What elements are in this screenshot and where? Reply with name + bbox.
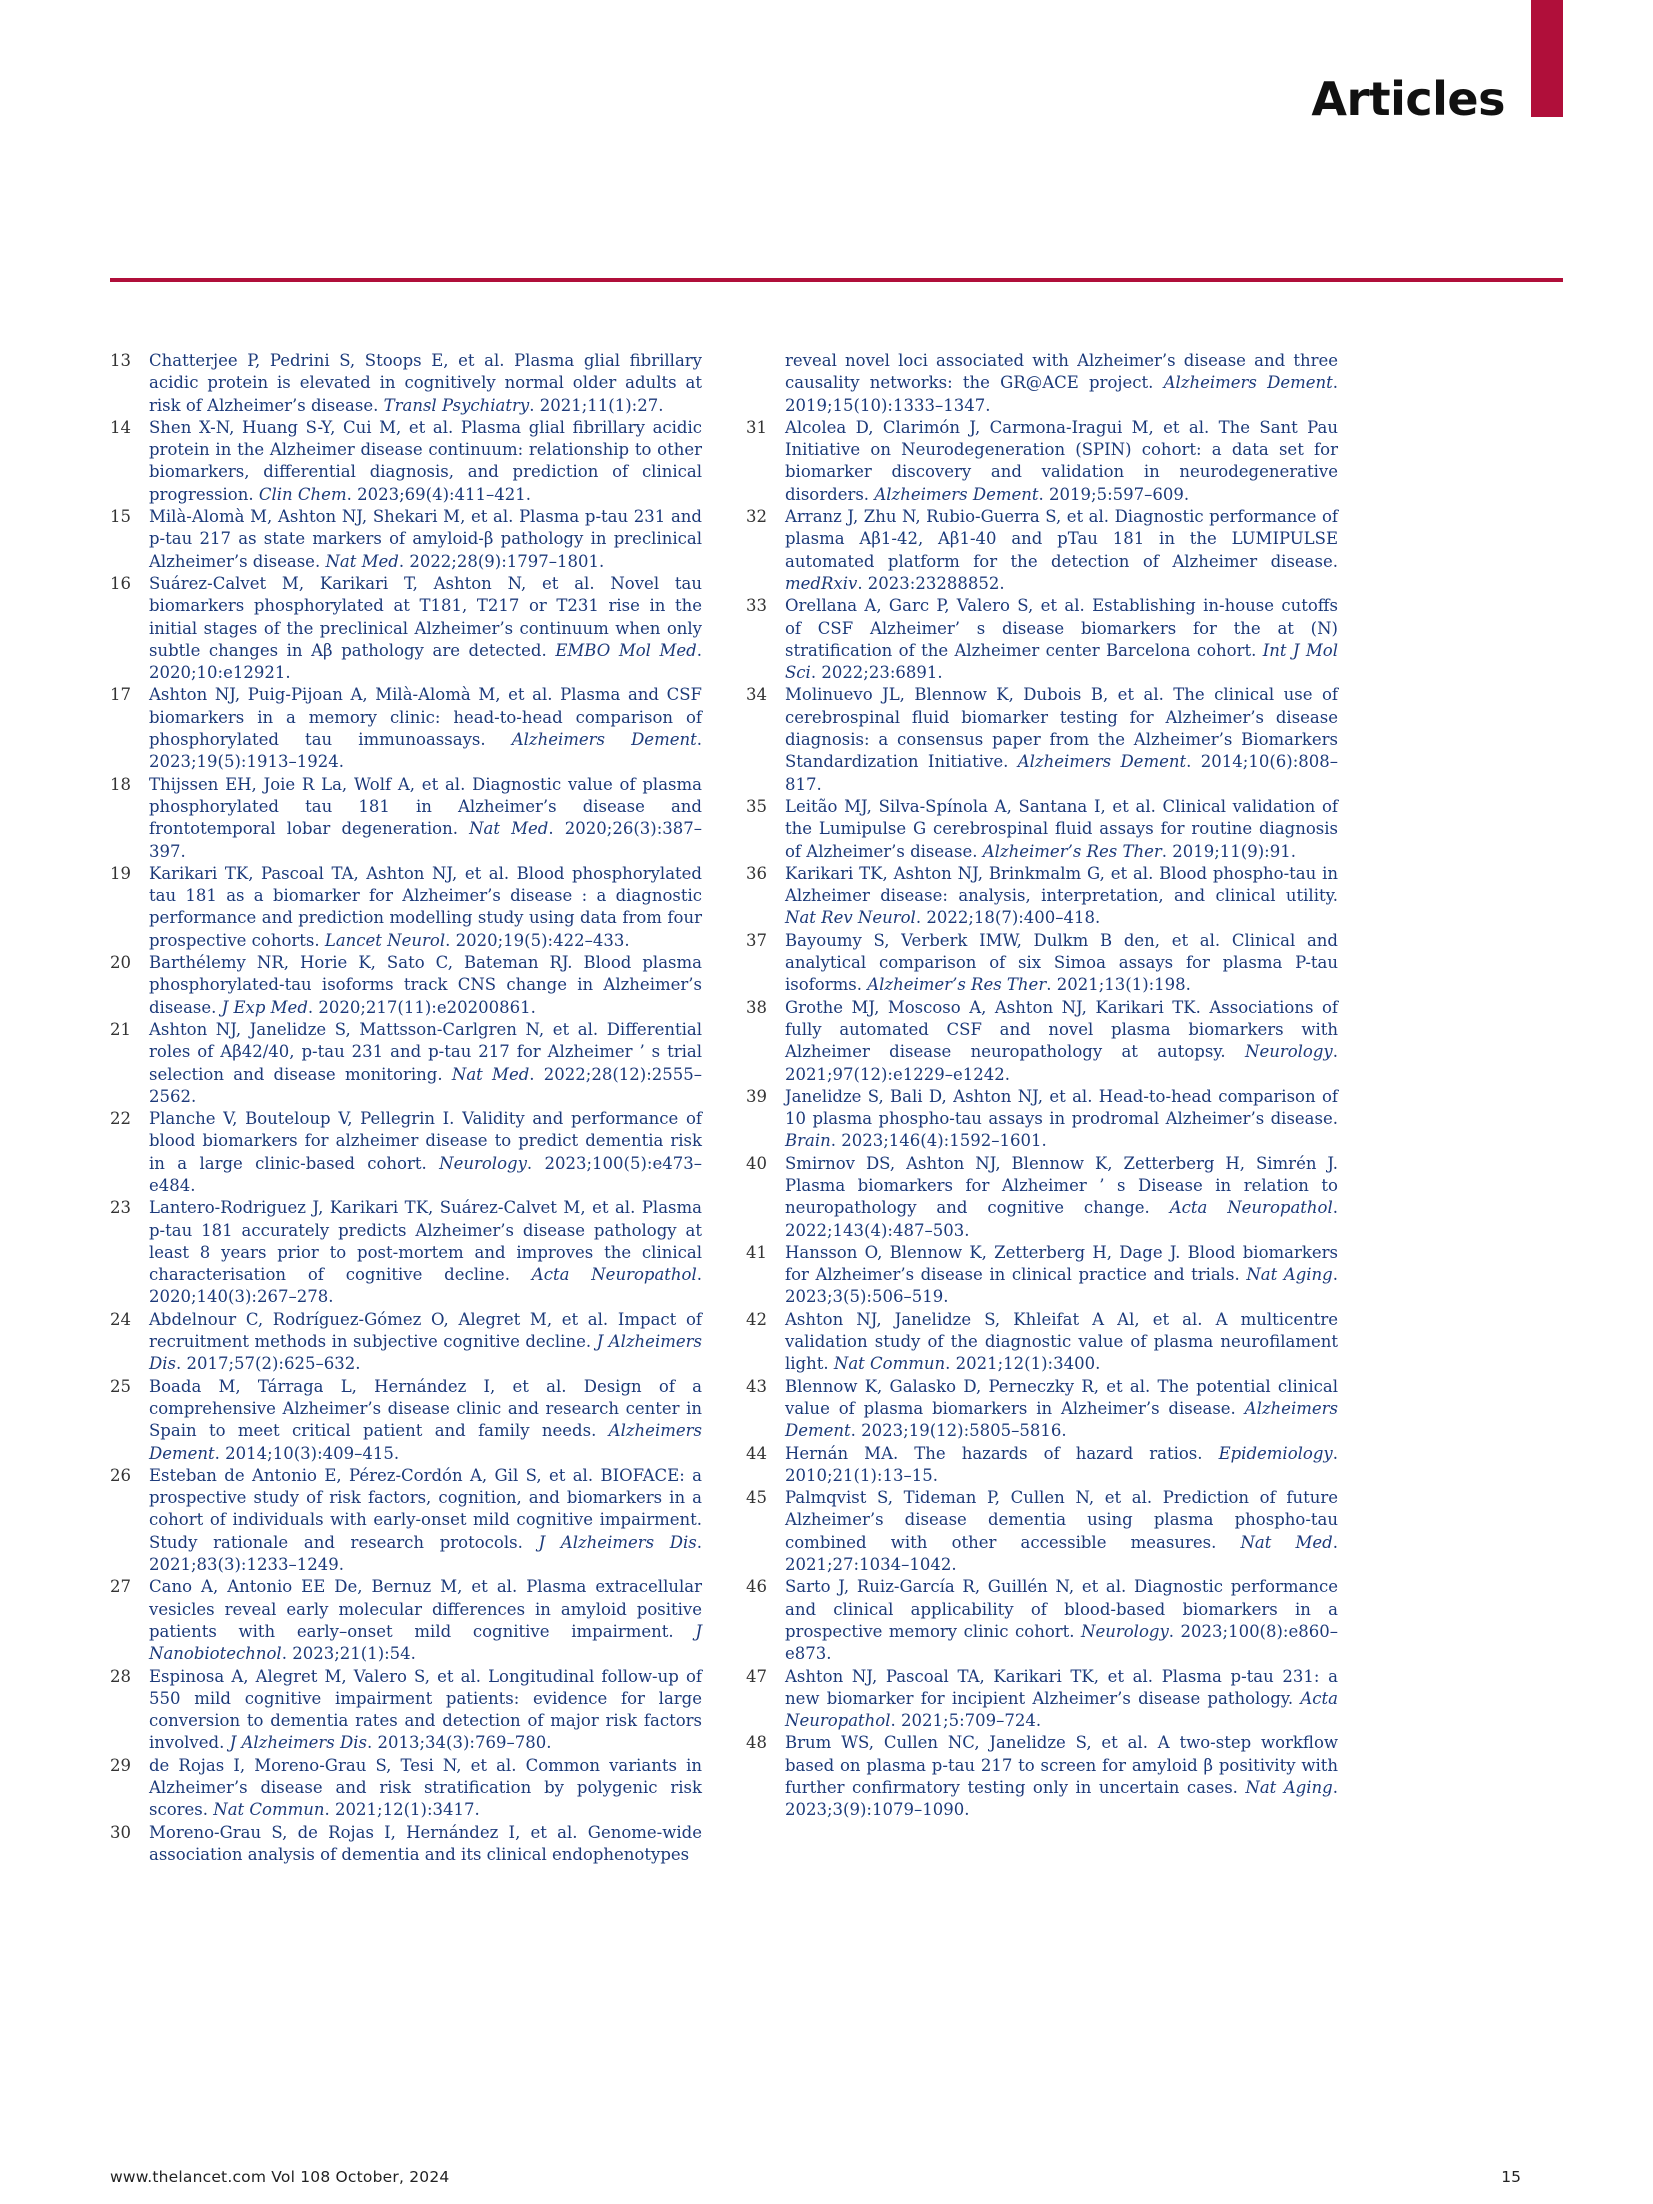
reference-item (746, 1153, 1338, 1242)
reference-number: 36 (746, 863, 767, 883)
reference-item (110, 1822, 702, 1867)
reference-citation: . 2023;100(8):e860–e873. (785, 1621, 1339, 1664)
reference-text: Molinuevo JL, Blennow K, Dubois B, et al. The clinical use of cerebrospinal fluid biomarker testing for Alzheimer’s disease diagnosis: a consensus paper from the Alzheimer’s Biomarkers Standardization Initiative. (785, 685, 1338, 772)
reference-journal: Transl Psychiatry (383, 395, 530, 415)
reference-number: 30 (110, 1822, 131, 1842)
reference-text: Planche V, Bouteloup V, Pellegrin I. Validity and performance of blood biomarkers for alzheimer disease to predict dementia risk in a large clinic-based cohort. (149, 1109, 702, 1173)
reference-text: Chatterjee P, Pedrini S, Stoops E, et al. Plasma glial fibrillary acidic protein is elevated in cognitively normal older adults at risk of Alzheimer’s disease. (149, 351, 702, 415)
reference-number: 16 (110, 573, 131, 593)
reference-body (149, 1465, 702, 1576)
reference-citation: . 2019;15(10):1333–1347. (785, 373, 1339, 415)
reference-journal: Brain (785, 1131, 831, 1151)
reference-citation: . 2020;26(3):387–397. (149, 819, 702, 861)
reference-body (785, 1242, 1338, 1309)
reference-journal: Acta Neuropathol (1169, 1198, 1333, 1218)
reference-body (149, 350, 702, 417)
reference-body (149, 952, 702, 1019)
reference-item (110, 573, 702, 684)
reference-number: 38 (746, 997, 767, 1017)
reference-text: Palmqvist S, Tideman P, Cullen N, et al. Prediction of future Alzheimer’s disease dementia using plasma phospho-tau combined with other accessible measures. (785, 1488, 1338, 1552)
reference-number: 43 (746, 1376, 767, 1396)
reference-number: 22 (110, 1109, 131, 1129)
header-rule (110, 278, 1563, 282)
reference-item (746, 350, 1338, 417)
reference-item (746, 595, 1338, 684)
reference-body (785, 595, 1338, 684)
reference-number: 28 (110, 1666, 131, 1686)
reference-citation: . 2017;57(2):625–632. (175, 1354, 361, 1374)
footer-journal-info: www.thelancet.com Vol 108 October, 2024 (110, 2168, 450, 2186)
reference-text: Sarto J, Ruiz-García R, Guillén N, et al. Diagnostic performance and clinical applicability of blood-based biomarkers in a prospective memory clinic cohort. (785, 1577, 1338, 1641)
reference-number: 29 (110, 1755, 131, 1775)
reference-text: Barthélemy NR, Horie K, Sato C, Bateman RJ. Blood plasma phosphorylated-tau isoforms track CNS change in Alzheimer’s disease. (149, 953, 702, 1017)
reference-body (785, 930, 1338, 997)
reference-body (149, 1666, 702, 1755)
reference-journal: Int J Mol Sci (785, 640, 1338, 683)
reference-body (785, 1666, 1338, 1733)
reference-journal: Lancet Neurol (324, 930, 446, 950)
reference-journal: J Alzheimers Dis (229, 1733, 367, 1753)
reference-item (110, 1019, 702, 1108)
reference-item (746, 1487, 1338, 1576)
reference-text: Cano A, Antonio EE De, Bernuz M, et al. Plasma extracellular vesicles reveal early molecular differences in amyloid positive patients with early–onset mild cognitive impairment. (149, 1577, 702, 1641)
reference-body (785, 796, 1338, 863)
reference-number: 31 (746, 417, 767, 437)
reference-journal: EMBO Mol Med (555, 640, 697, 660)
reference-journal: Nat Commun (213, 1800, 325, 1820)
reference-body (785, 1153, 1338, 1242)
reference-body (785, 1376, 1338, 1443)
reference-citation: . 2021;5:709–724. (890, 1711, 1042, 1731)
reference-journal: medRxiv (785, 573, 858, 593)
reference-text: Thijssen EH, Joie R La, Wolf A, et al. Diagnostic value of plasma phosphorylated tau 181 in Alzheimer’s disease and frontotemporal lobar degeneration. (149, 774, 702, 839)
reference-number: 27 (110, 1577, 131, 1597)
references-left-column (110, 350, 702, 1866)
reference-item (110, 1576, 702, 1665)
reference-item (746, 997, 1338, 1086)
reference-number: 41 (746, 1242, 767, 1262)
reference-item (746, 1576, 1338, 1665)
reference-journal: Alzheimer’s Res Ther (982, 841, 1162, 861)
reference-text: Ashton NJ, Janelidze S, Mattsson-Carlgren N, et al. Differential roles of Aβ42/40, p-tau 231 and p-tau 217 for Alzheimer ’ s trial selection and disease monitoring. (149, 1019, 702, 1084)
reference-body (785, 506, 1338, 595)
reference-item (746, 1242, 1338, 1309)
reference-body (785, 863, 1338, 930)
reference-journal: Alzheimers Dement (1163, 373, 1333, 393)
reference-number: 46 (746, 1577, 767, 1597)
reference-journal: Nat Med (451, 1064, 530, 1084)
reference-journal: Nat Aging (1246, 1265, 1333, 1285)
reference-number: 21 (110, 1019, 131, 1039)
reference-number: 14 (110, 417, 131, 437)
reference-text: Ashton NJ, Janelidze S, Khleifat A Al, et al. A multicentre validation study of the diagnostic value of plasma neurofilament light. (785, 1309, 1338, 1374)
reference-body (149, 1309, 702, 1376)
reference-citation: . 2023:23288852. (857, 573, 1005, 593)
page-number: 15 (1501, 2168, 1521, 2186)
reference-number: 37 (746, 930, 767, 950)
reference-text: Janelidze S, Bali D, Ashton NJ, et al. Head-to-head comparison of 10 plasma phospho-tau assays in prodromal Alzheimer’s disease. (785, 1086, 1338, 1129)
reference-citation: . 2022;28(9):1797–1801. (398, 551, 605, 571)
reference-citation: . 2014;10(6):808–817. (785, 752, 1338, 794)
reference-body (149, 1108, 702, 1197)
reference-body (149, 1576, 702, 1665)
reference-item (110, 1376, 702, 1465)
reference-number: 44 (746, 1443, 767, 1463)
section-color-tab (1531, 0, 1563, 117)
reference-text: Alcolea D, Clarimón J, Carmona-Iragui M, et al. The Sant Pau Initiative on Neurodegeneration (SPIN) cohort: a data set for biomarker discovery and validation in neurodegenerative disorders. (785, 417, 1338, 504)
reference-citation: . 2021;97(12):e1229–e1242. (785, 1042, 1338, 1084)
reference-number: 34 (746, 685, 767, 705)
reference-number: 19 (110, 863, 131, 883)
reference-journal: J Alzheimers Dis (149, 1332, 702, 1374)
reference-journal: Nat Med (1240, 1532, 1333, 1552)
reference-body (149, 506, 702, 573)
reference-item (746, 417, 1338, 506)
reference-citation: . 2021;13(1):198. (1046, 975, 1191, 995)
reference-text: Abdelnour C, Rodríguez-Gómez O, Alegret M, et al. Impact of recruitment methods in subjective cognitive decline. (149, 1309, 702, 1352)
reference-item (746, 1086, 1338, 1153)
reference-citation: . 2021;12(1):3417. (324, 1800, 480, 1820)
reference-item (110, 350, 702, 417)
reference-citation: . 2021;12(1):3400. (945, 1354, 1101, 1374)
reference-text: Ashton NJ, Pascoal TA, Karikari TK, et al. Plasma p-tau 231: a new biomarker for incipient Alzheimer’s disease pathology. (785, 1666, 1338, 1708)
reference-citation: . 2022;18(7):400–418. (915, 908, 1101, 928)
reference-journal: Neurology (439, 1153, 527, 1173)
references-right-column (746, 350, 1338, 1822)
reference-text: Smirnov DS, Ashton NJ, Blennow K, Zetterberg H, Simrén J. Plasma biomarkers for Alzheimer ’ s Disease in relation to neuropathology and cognitive change. (785, 1153, 1338, 1218)
reference-body (785, 1732, 1338, 1821)
reference-text: Bayoumy S, Verberk IMW, Dulkm B den, et al. Clinical and analytical comparison of six Simoa assays for plasma P-tau isoforms. (785, 930, 1338, 995)
reference-number: 23 (110, 1198, 131, 1218)
reference-item (110, 1309, 702, 1376)
reference-journal: Alzheimers Dement (874, 484, 1039, 504)
reference-journal: Epidemiology (1218, 1443, 1333, 1463)
reference-body (785, 417, 1338, 506)
reference-number: 39 (746, 1086, 767, 1106)
reference-journal: Nat Rev Neurol (785, 908, 916, 928)
reference-journal: Acta Neuropathol (785, 1688, 1338, 1731)
reference-text: reveal novel loci associated with Alzheimer’s disease and three causality networks: the GR@ACE project. (785, 351, 1338, 393)
reference-text: Moreno-Grau S, de Rojas I, Hernández I, et al. Genome-wide association analysis of dementia and its clinical endophenotypes (149, 1822, 702, 1864)
reference-text: Karikari TK, Ashton NJ, Brinkmalm G, et al. Blood phospho-tau in Alzheimer disease: analysis, interpretation, and clinical utility. (785, 863, 1338, 906)
reference-citation: . 2022;143(4):487–503. (785, 1198, 1338, 1240)
reference-item (110, 1108, 702, 1197)
reference-item (110, 1666, 702, 1755)
reference-number: 45 (746, 1488, 767, 1508)
reference-journal: Acta Neuropathol (531, 1265, 697, 1285)
reference-number: 42 (746, 1309, 767, 1329)
reference-body (149, 1376, 702, 1465)
reference-number: 25 (110, 1376, 131, 1396)
reference-body (149, 1822, 702, 1867)
reference-citation: . 2019;5:597–609. (1038, 484, 1190, 504)
reference-item (110, 417, 702, 506)
reference-journal: Alzheimers Dement (1017, 752, 1187, 772)
reference-journal: Nat Commun (833, 1354, 946, 1374)
reference-item (746, 1443, 1338, 1488)
reference-citation: . 2014;10(3):409–415. (214, 1443, 400, 1463)
reference-citation: . 2023;100(5):e473–e484. (149, 1153, 702, 1195)
reference-number: 24 (110, 1309, 131, 1329)
reference-text: Suárez-Calvet M, Karikari T, Ashton N, et al. Novel tau biomarkers phosphorylated at T181, T217 or T231 rise in the initial stages of the preclinical Alzheimer’s continuum when only subtle changes in Aβ pathology are detected. (149, 573, 702, 660)
reference-body (785, 997, 1338, 1086)
reference-item (110, 506, 702, 573)
reference-journal: Alzheimers Dement (511, 730, 697, 750)
reference-item (110, 1465, 702, 1576)
reference-body (149, 684, 702, 773)
reference-text: Lantero-Rodriguez J, Karikari TK, Suárez-Calvet M, et al. Plasma p-tau 181 accurately predicts Alzheimer’s disease pathology at least 8 years prior to post-mortem and improves the clinical characterisation of cognitive decline. (149, 1198, 702, 1285)
reference-journal: Neurology (1081, 1621, 1169, 1641)
reference-citation: . 2023;69(4):411–421. (346, 484, 532, 504)
reference-number: 13 (110, 351, 131, 370)
reference-item (746, 684, 1338, 795)
reference-text: de Rojas I, Moreno-Grau S, Tesi N, et al. Common variants in Alzheimer’s disease and risk stratification by polygenic risk scores. (149, 1755, 702, 1820)
reference-citation: . 2021;83(3):1233–1249. (149, 1532, 703, 1575)
reference-number: 20 (110, 953, 131, 973)
reference-text: Hansson O, Blennow K, Zetterberg H, Dage J. Blood biomarkers for Alzheimer’s disease in clinical practice and trials. (785, 1242, 1338, 1285)
reference-number: 17 (110, 685, 131, 705)
reference-item (746, 506, 1338, 595)
reference-body (149, 417, 702, 506)
reference-text: Leitão MJ, Silva-Spínola A, Santana I, et al. Clinical validation of the Lumipulse G cerebrospinal fluid assays for routine diagnosis of Alzheimer’s disease. (785, 796, 1338, 861)
reference-item (746, 1309, 1338, 1376)
reference-journal: J Nanobiotechnol (149, 1621, 702, 1664)
reference-number: 40 (746, 1153, 767, 1173)
reference-text: Boada M, Tárraga L, Hernández I, et al. Design of a comprehensive Alzheimer’s disease clinic and research center in Spain to meet critical patient and family needs. (149, 1376, 702, 1441)
reference-number: 33 (746, 596, 767, 616)
reference-number: 48 (746, 1733, 767, 1753)
reference-item (746, 796, 1338, 863)
reference-body (785, 684, 1338, 795)
reference-journal: J Exp Med (221, 997, 308, 1017)
reference-body (149, 774, 702, 863)
reference-text: Arranz J, Zhu N, Rubio-Guerra S, et al. Diagnostic performance of plasma Aβ1-42, Aβ1-40 and pTau 181 in the LUMIPULSE automated platform for the detection of Alzheimer disease. (785, 507, 1338, 571)
reference-number: 32 (746, 507, 767, 527)
reference-body (149, 1755, 702, 1822)
reference-body (785, 1443, 1338, 1488)
reference-citation: . 2020;140(3):267–278. (149, 1265, 703, 1307)
reference-journal: Nat Med (325, 551, 399, 571)
reference-item (746, 930, 1338, 997)
reference-item (110, 1197, 702, 1308)
reference-text: Karikari TK, Pascoal TA, Ashton NJ, et al. Blood phosphorylated tau 181 as a biomarker for Alzheimer’s disease : a diagnostic performance and prediction modelling study using data from four prospective cohorts. (149, 863, 702, 950)
reference-citation: . 2023;146(4):1592–1601. (830, 1131, 1047, 1151)
reference-item (110, 863, 702, 952)
reference-body (785, 350, 1338, 417)
reference-number: 18 (110, 774, 131, 794)
reference-body (785, 1576, 1338, 1665)
reference-citation: . 2021;27:1034–1042. (785, 1532, 1338, 1575)
reference-item (746, 1376, 1338, 1443)
reference-journal: Neurology (1245, 1042, 1333, 1062)
reference-body (149, 573, 702, 684)
reference-citation: . 2023;21(1):54. (281, 1644, 416, 1664)
reference-journal: Clin Chem (258, 484, 347, 504)
reference-citation: . 2023;3(5):506–519. (785, 1265, 1338, 1307)
reference-journal: Alzheimer’s Res Ther (867, 975, 1047, 995)
section-label: Articles (1311, 72, 1505, 126)
reference-citation: . 2023;3(9):1079–1090. (785, 1778, 1338, 1820)
reference-citation: . 2022;28(12):2555–2562. (149, 1064, 703, 1106)
reference-citation: . 2022;23:6891. (810, 663, 943, 683)
reference-item (746, 1732, 1338, 1821)
reference-citation: . 2020;19(5):422–433. (445, 930, 630, 950)
reference-citation: . 2013;34(3):769–780. (366, 1733, 552, 1753)
reference-citation: . 2019;11(9):91. (1161, 841, 1296, 861)
reference-body (149, 863, 702, 952)
reference-journal: Nat Med (469, 819, 549, 839)
reference-text: Blennow K, Galasko D, Perneczky R, et al. The potential clinical value of plasma biomarkers in Alzheimer’s disease. (785, 1376, 1338, 1418)
reference-item (110, 774, 702, 863)
reference-body (785, 1086, 1338, 1153)
reference-body (785, 1487, 1338, 1576)
reference-number: 15 (110, 507, 131, 527)
reference-journal: J Alzheimers Dis (538, 1532, 697, 1552)
reference-body (785, 1309, 1338, 1376)
reference-citation: . 2020;217(11):e20200861. (307, 997, 536, 1017)
reference-number: 35 (746, 796, 767, 816)
reference-item (110, 1755, 702, 1822)
reference-citation: . 2020;10:e12921. (149, 640, 702, 683)
reference-item (110, 952, 702, 1019)
reference-text: Hernán MA. The hazards of hazard ratios. (785, 1443, 1219, 1463)
reference-journal: Alzheimers Dement (149, 1421, 702, 1463)
reference-citation: . 2023;19(5):1913–1924. (149, 730, 702, 772)
reference-text: Orellana A, Garc P, Valero S, et al. Establishing in-house cutoffs of CSF Alzheimer’ s disease biomarkers for the at (N) stratification of the Alzheimer center Barcelona cohort. (785, 596, 1338, 660)
reference-journal: Alzheimers Dement (785, 1398, 1338, 1441)
reference-text: Espinosa A, Alegret M, Valero S, et al. Longitudinal follow-up of 550 mild cognitive impairment patients: evidence for large conversion to dementia rates and detection of major risk factors involved. (149, 1666, 702, 1753)
reference-item (746, 1666, 1338, 1733)
reference-text: Milà-Alomà M, Ashton NJ, Shekari M, et al. Plasma p-tau 231 and p-tau 217 as state markers of amyloid-β pathology in preclinical Alzheimer’s disease. (149, 507, 702, 571)
reference-text: Grothe MJ, Moscoso A, Ashton NJ, Karikari TK. Associations of fully automated CSF and novel plasma biomarkers with Alzheimer disease neuropathology at autopsy. (785, 997, 1338, 1062)
reference-number: 26 (110, 1465, 131, 1485)
reference-citation: . 2021;11(1):27. (529, 395, 664, 415)
reference-item (746, 863, 1338, 930)
reference-citation: . 2010;21(1):13–15. (785, 1443, 1338, 1485)
reference-number: 47 (746, 1666, 767, 1686)
reference-text: Brum WS, Cullen NC, Janelidze S, et al. A two-step workflow based on plasma p-tau 217 to screen for amyloid β positivity with further confirmatory testing only in uncertain cases. (785, 1733, 1338, 1797)
reference-text: Esteban de Antonio E, Pérez-Cordón A, Gil S, et al. BIOFACE: a prospective study of risk factors, cognition, and biomarkers in a cohort of individuals with early-onset mild cognitive impairment. Study rationale and research protocols. (149, 1465, 702, 1552)
reference-journal: Nat Aging (1245, 1778, 1333, 1797)
reference-text: Ashton NJ, Puig-Pijoan A, Milà-Alomà M, et al. Plasma and CSF biomarkers in a memory clinic: head-to-head comparison of phosphorylated tau immunoassays. (149, 685, 702, 750)
reference-body (149, 1197, 702, 1308)
reference-item (110, 684, 702, 773)
reference-body (149, 1019, 702, 1108)
reference-citation: . 2023;19(12):5805–5816. (850, 1421, 1067, 1441)
reference-text: Shen X-N, Huang S-Y, Cui M, et al. Plasma glial fibrillary acidic protein in the Alzheimer disease continuum: relationship to other biomarkers, differential diagnosis, and prediction of clinical progression. (149, 417, 702, 504)
